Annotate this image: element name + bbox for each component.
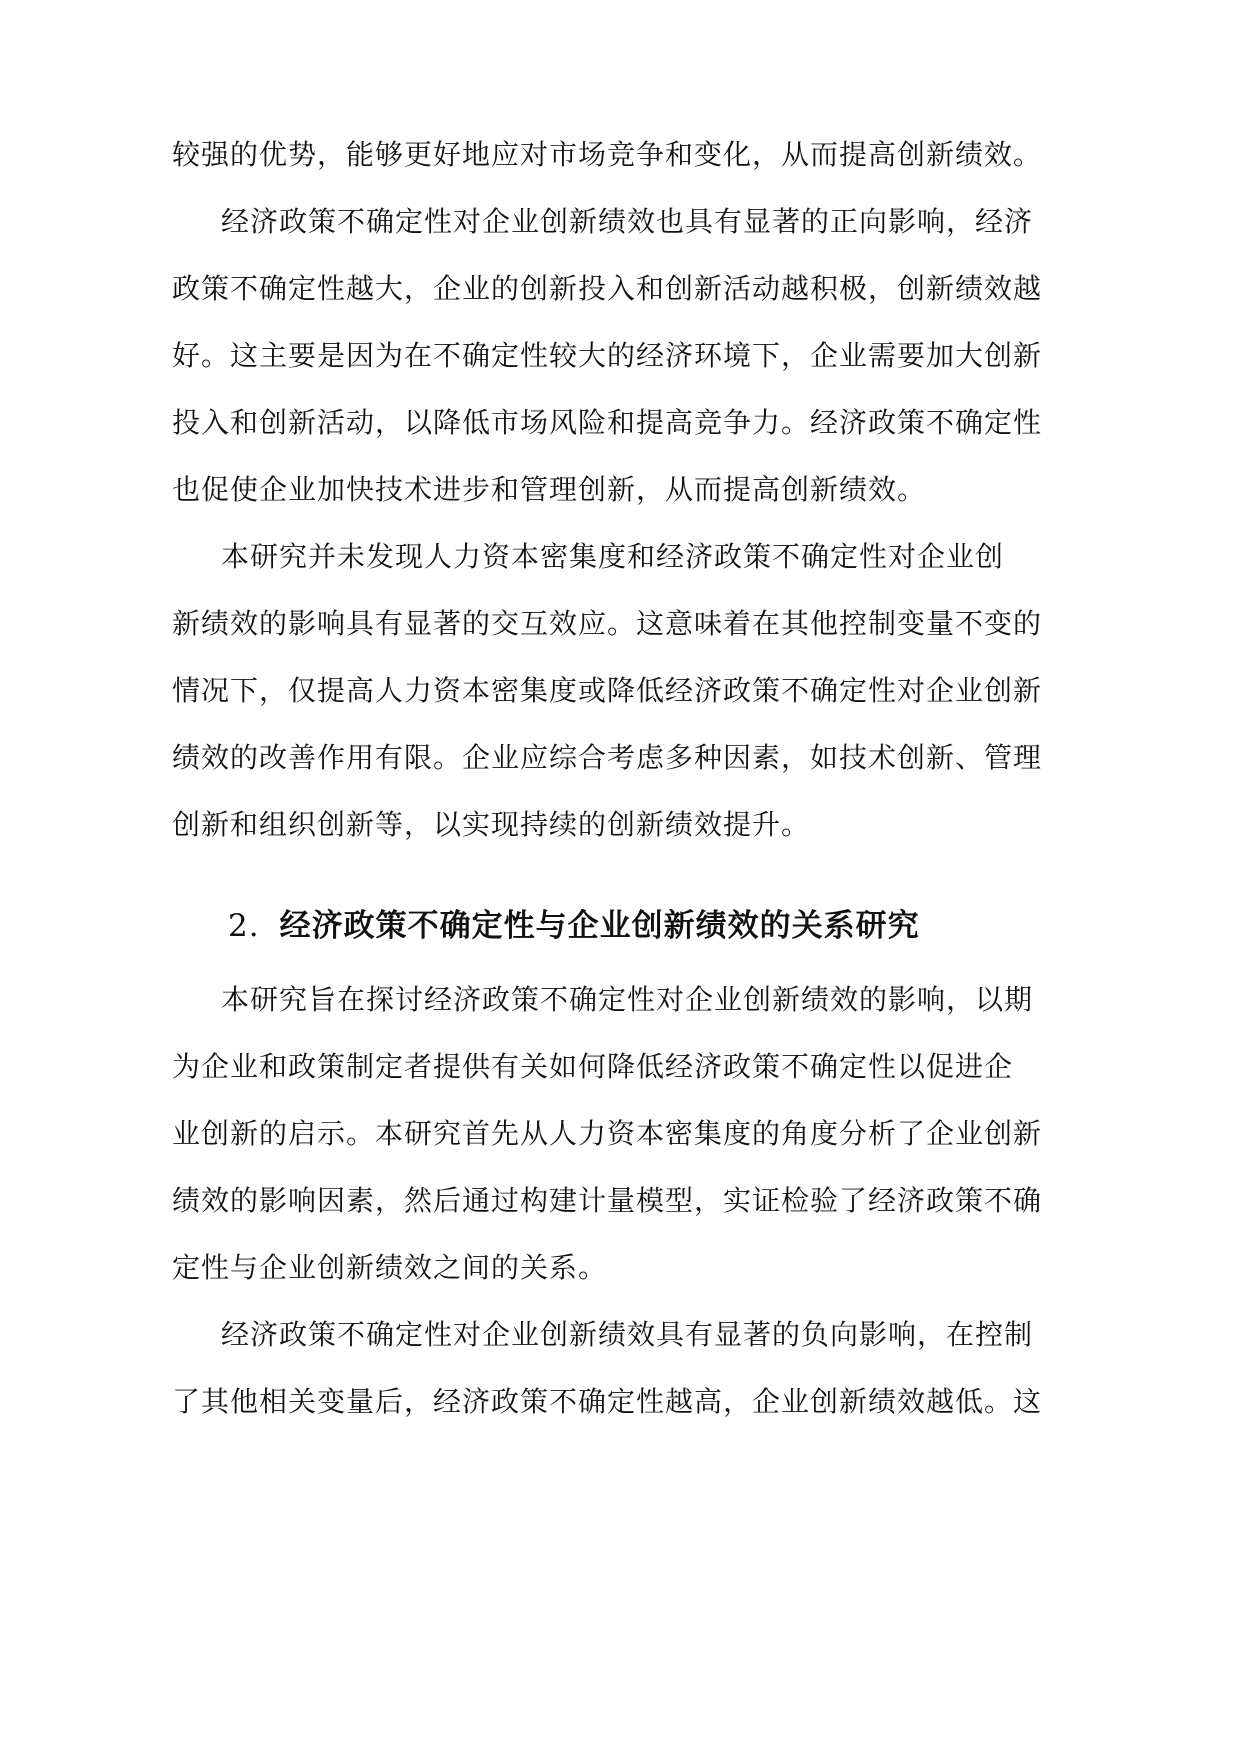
paragraph-line: 绩效的影响因素，然后通过构建计量模型，实证检验了经济政策不确 <box>172 1184 1043 1217</box>
paragraph-line: 较强的优势，能够更好地应对市场竞争和变化，从而提高创新绩效。 <box>172 138 1043 171</box>
paragraph-line: 业创新的启示。本研究首先从人力资本密集度的角度分析了企业创新 <box>172 1117 1043 1150</box>
section-title: 经济政策不确定性与企业创新绩效的关系研究 <box>279 908 920 944</box>
paragraph-line: 定性与企业创新绩效之间的关系。 <box>172 1251 608 1284</box>
paragraph-line: 本研究并未发现人力资本密集度和经济政策不确定性对企业创 <box>221 540 1005 573</box>
paragraph-line: 绩效的改善作用有限。企业应综合考虑多种因素，如技术创新、管理 <box>172 741 1043 774</box>
paragraph-line: 了其他相关变量后，经济政策不确定性越高，企业创新绩效越低。这 <box>172 1385 1043 1418</box>
section-number: 2. <box>228 908 260 944</box>
paragraph-line: 也促使企业加快技术进步和管理创新，从而提高创新绩效。 <box>172 473 927 506</box>
paragraph-line: 本研究旨在探讨经济政策不确定性对企业创新绩效的影响，以期 <box>221 983 1034 1016</box>
paragraph-line: 经济政策不确定性对企业创新绩效具有显著的负向影响，在控制 <box>221 1318 1034 1351</box>
paragraph-line: 为企业和政策制定者提供有关如何降低经济政策不确定性以促进企 <box>172 1050 1014 1083</box>
paragraph-line: 情况下，仅提高人力资本密集度或降低经济政策不确定性对企业创新 <box>172 674 1043 707</box>
section-heading <box>228 906 920 946</box>
paragraph-line: 新绩效的影响具有显著的交互效应。这意味着在其他控制变量不变的 <box>172 607 1043 640</box>
paragraph-line: 好。这主要是因为在不确定性较大的经济环境下，企业需要加大创新 <box>172 339 1043 372</box>
paragraph-line: 创新和组织创新等，以实现持续的创新绩效提升。 <box>172 808 811 841</box>
paragraph-line: 投入和创新活动，以降低市场风险和提高竞争力。经济政策不确定性 <box>172 406 1043 439</box>
paragraph-line: 政策不确定性越大，企业的创新投入和创新活动越积极，创新绩效越 <box>172 272 1043 305</box>
paragraph-line: 经济政策不确定性对企业创新绩效也具有显著的正向影响，经济 <box>221 205 1034 238</box>
